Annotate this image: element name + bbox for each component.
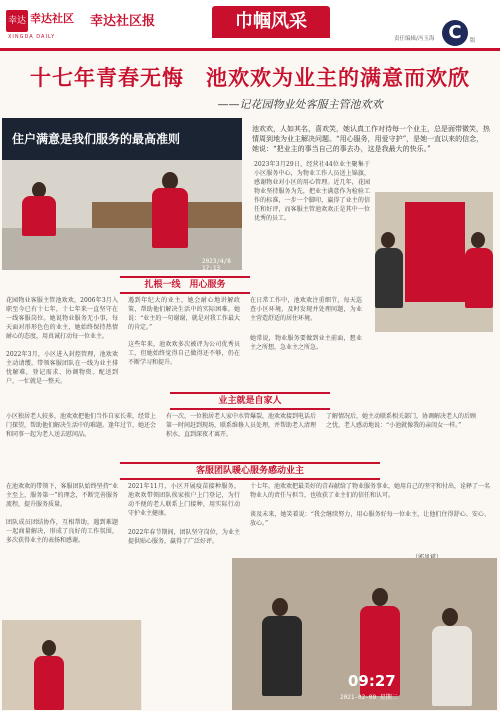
person-body xyxy=(262,616,302,696)
person-head xyxy=(442,608,458,626)
person-head xyxy=(372,588,388,606)
person-head xyxy=(471,232,485,248)
column-9a: 十七年，池欢欢把最美好的青春献给了物业服务事业，她用自己的坚守和付出，诠释了一名物业人的责任与担当，也收获了业主们的信任和认可。 xyxy=(250,483,491,499)
editor-credit: 责任编辑/冯玉海 xyxy=(394,36,435,42)
page-letter-suffix: 版 xyxy=(470,38,476,44)
intro-quote: 池欢欢，人如其名，喜欢笑，她认真工作对待每一个业主，总是面带微笑，热情周到地为业主解决问题。“用心服务，用爱守护”，是她一直以来的信念，她说：“把业主的事当自己的事去办，这是我最大的快乐。” xyxy=(252,125,490,153)
column-2b: 这些年来，池欢欢多次被评为公司优秀员工，但她始终觉得自己做得还不够，仍在不断学习和提升。 xyxy=(128,341,240,366)
person-body xyxy=(152,188,188,248)
person-body xyxy=(34,656,64,710)
masthead xyxy=(0,0,500,50)
person-head xyxy=(272,598,288,616)
photo-service-desk xyxy=(2,118,242,270)
column-8b: 2022年春节期间，团队坚守岗位，为业主提供贴心服务，赢得了广泛好评。 xyxy=(128,529,240,545)
column-4a: 小区独居老人较多，池欢欢把他们当作自家长辈，经常上门探望，帮助他们解决生活中的难题。逢年过节，她还会和同事一起为老人送去慰问品。 xyxy=(6,413,157,438)
logo-mark: 幸达 xyxy=(6,10,28,32)
section-banner-3: 客服团队暖心服务感动业主 xyxy=(120,462,380,480)
logo-text: 幸达社区 xyxy=(30,12,74,25)
column-1b: 2022年3月，小区进入封控管理，池欢欢主动请缨，带领客服团队在一线为业主排忧解难，登记需求、协调物资、配送到户，一忙就是一整天。 xyxy=(6,351,118,385)
column-7b: 团队成员团结协作，互相帮助，遇到难题一起商量解决，形成了良好的工作氛围，多次获得业主的表扬和感谢。 xyxy=(6,519,118,544)
person-body xyxy=(465,248,493,308)
brand-title: 幸达社区报 xyxy=(90,14,156,29)
column-6a: 了解情况后，她主动联系相关部门，协调解决老人的后顾之忧，老人感动地说：“小池就像我的亲闺女一样。” xyxy=(326,413,477,429)
photo-overlay-time: 09:27 xyxy=(348,672,396,690)
person-head xyxy=(42,640,56,656)
section-title-tab: 巾帼风采 xyxy=(212,6,330,38)
column-5a: 有一次，一位独居老人家中水管爆裂，池欢欢接到电话后第一时间赶到现场，联系维修人员处理，并帮助老人清理积水，直到深夜才离开。 xyxy=(166,413,317,438)
column-1a: 花园物业客服主管池欢欢，2006年3月入职至今已有十七年，十七年来一直坚守在一线客服岗位。她说物业服务无小事，每天面对形形色色的业主，她始终保持热情耐心的态度，用真诚打动每一位业主。 xyxy=(6,297,118,340)
article-headline: 十七年青春无悔 池欢欢为业主的满意而欢欣 xyxy=(30,65,470,90)
award-banner xyxy=(405,202,465,302)
intro-paragraph: 2023年3月29日，经营社44位业主聚集于小区服务中心，为物业工作人员送上锦旗，感谢物业对小区的用心管理。近几年，花园物业坚持服务为先，把业主满意作为检验工作的标准，一步一个脚印，赢得了业主的信任和好评，而客服主管池欢欢正是其中一位优秀的员工。 xyxy=(254,161,370,222)
section-banner-2: 业主就是自家人 xyxy=(170,392,330,410)
storefront-sign: 住户满意是我们服务的最高准则 xyxy=(2,118,242,160)
column-7a: 在池欢欢的带领下，客服团队始终坚持“业主至上，服务第一”的理念，不断完善服务流程，提升服务质量。 xyxy=(6,483,118,508)
section-banner-1: 扎根一线 用心服务 xyxy=(120,276,250,294)
column-9b: 谈及未来，她笑着说：“我会继续努力，用心服务好每一位业主，让他们住得舒心、安心、放心。” xyxy=(250,511,490,527)
photo-community-visit xyxy=(2,560,234,710)
page-letter-badge: C xyxy=(442,20,468,46)
person-body xyxy=(22,196,56,236)
photo-award-banner xyxy=(375,192,493,332)
person-body xyxy=(432,626,472,706)
logo-subtitle: XINGDA DAILY xyxy=(8,34,56,40)
photo-timestamp: 2023/4/8 17:13 xyxy=(202,258,231,270)
person-body xyxy=(375,248,403,308)
column-2a: 遇到年纪大的业主，她会耐心地讲解政策，帮助他们解决生活中的实际困难。她说：“业主的一句谢谢，就是对我工作最大的肯定。” xyxy=(128,297,240,331)
column-3b: 她常说，物业服务要做到业主前面，想业主之所想，急业主之所急。 xyxy=(250,335,362,351)
header-divider xyxy=(0,48,500,51)
article-subhead: ——记花园物业处客服主管池欢欢 xyxy=(217,98,383,111)
person-head xyxy=(381,232,395,248)
column-8a: 2021年11月，小区开展疫苗接种服务，池欢欢带领团队挨家挨户上门登记，为行动不便的老人联系上门接种，用实际行动守护业主健康。 xyxy=(128,483,240,517)
photo-overlay-date: 2021-02-09 星期二 xyxy=(340,694,398,701)
column-3a: 在日常工作中，池欢欢注重细节，每天巡查小区环境，及时发现并处理问题，为业主营造舒适的居住环境。 xyxy=(250,297,362,322)
